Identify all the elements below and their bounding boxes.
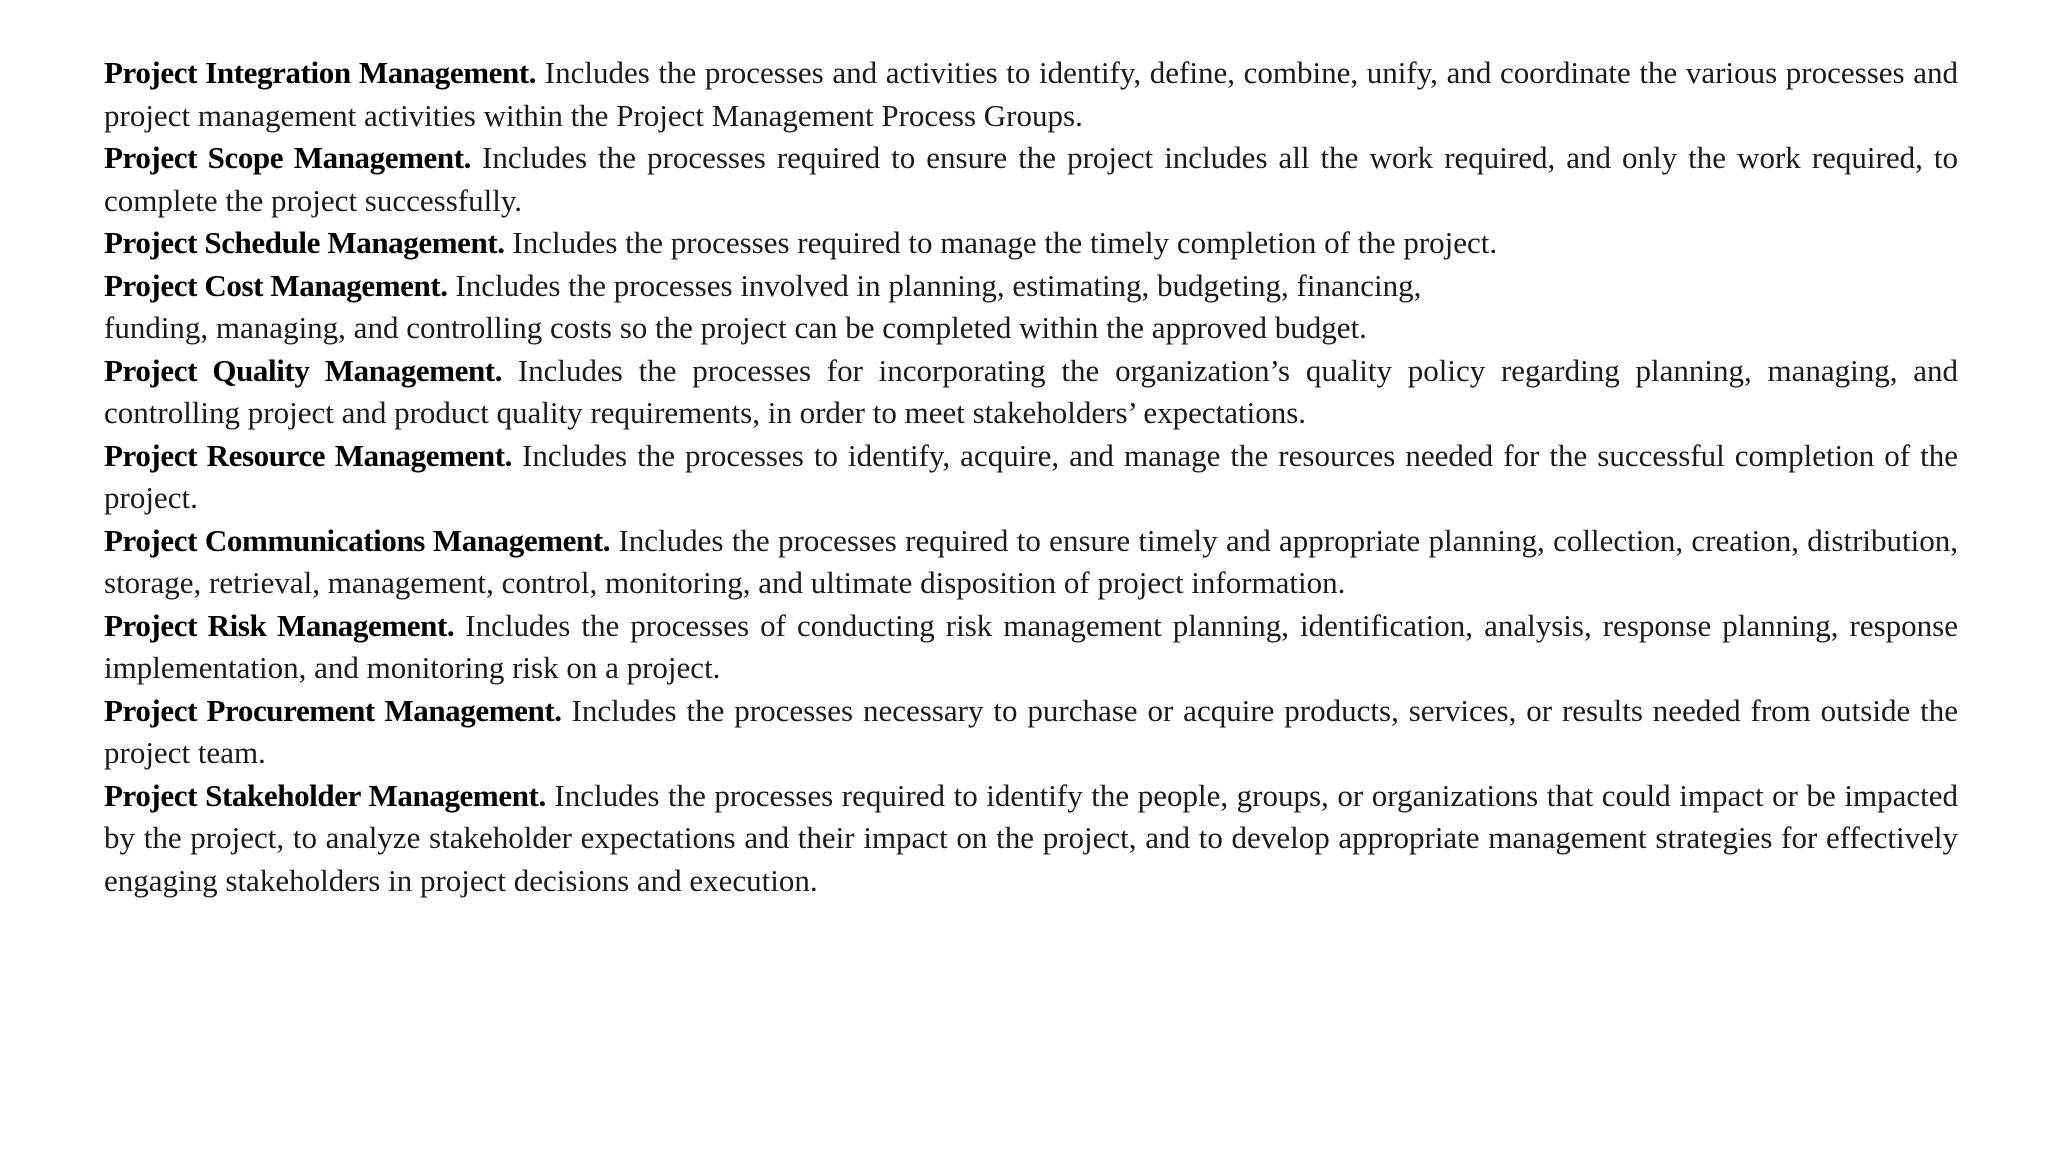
entry-description: Includes the processes necessary to purchase or acquire products, services, or results needed from outside the project team.	[104, 692, 1958, 770]
entry-description: Includes the processes involved in planning, estimating, budgeting, financing,	[447, 267, 1422, 303]
entry-stakeholder-management	[104, 775, 1958, 903]
entry-integration-management	[104, 52, 1958, 137]
entry-scope-management	[104, 137, 1958, 222]
entry-term: Project Procurement Management.	[104, 692, 562, 728]
entry-term: Project Quality Management.	[104, 352, 503, 388]
entry-quality-management	[104, 350, 1958, 435]
knowledge-areas-document	[104, 52, 1958, 902]
entry-cost-management	[104, 265, 1958, 350]
entry-description: Includes the processes required to identify the people, groups, or organizations that could impact or be impacted by the project, to analyze stakeholder expectations and their impact on the project, and to develop appropriate management strategies for effectively engaging stakeholders in project decisions and execution.	[104, 777, 1958, 898]
entry-term: Project Scope Management.	[104, 140, 472, 175]
entry-description: Includes the processes to identify, acquire, and manage the resources needed for the successful completion of the project.	[104, 437, 1958, 515]
entry-term: Project Risk Management.	[104, 607, 455, 643]
entry-term: Project Stakeholder Management.	[104, 777, 546, 813]
entry-procurement-management	[104, 690, 1958, 775]
entry-resource-management	[104, 435, 1958, 520]
entry-description: Includes the processes required to ensure the project includes all the work required, and only the work required, to complete the project successfully.	[104, 140, 1958, 218]
entry-term: Project Communications Management.	[104, 522, 611, 558]
entry-description: Includes the processes required to manage the timely completion of the project.	[504, 225, 1498, 260]
entry-term: Project Schedule Management.	[104, 225, 505, 260]
entry-communications-management	[104, 520, 1958, 605]
entry-schedule-management	[104, 222, 1958, 265]
entry-term: Project Integration Management.	[104, 55, 537, 90]
entry-description: Includes the processes of conducting risk management planning, identification, analysis, response planning, response implementation, and monitoring risk on a project.	[104, 607, 1958, 685]
entry-description: Includes the processes for incorporating the organization’s quality policy regarding planning, managing, and controlling project and product quality requirements, in order to meet stakeholders’ expectations.	[104, 352, 1958, 430]
entry-term: Project Cost Management.	[104, 267, 448, 303]
entry-term: Project Resource Management.	[104, 437, 512, 473]
entry-description-continuation: funding, managing, and controlling costs so the project can be completed within the approved budget.	[104, 310, 1367, 345]
entry-description: Includes the processes and activities to identify, define, combine, unify, and coordinate the various processes and project management activities within the Project Management Process Groups.	[104, 55, 1958, 133]
entry-description: Includes the processes required to ensure timely and appropriate planning, collection, creation, distribution, storage, retrieval, management, control, monitoring, and ultimate disposition of project information.	[104, 522, 1958, 600]
entry-risk-management	[104, 605, 1958, 690]
